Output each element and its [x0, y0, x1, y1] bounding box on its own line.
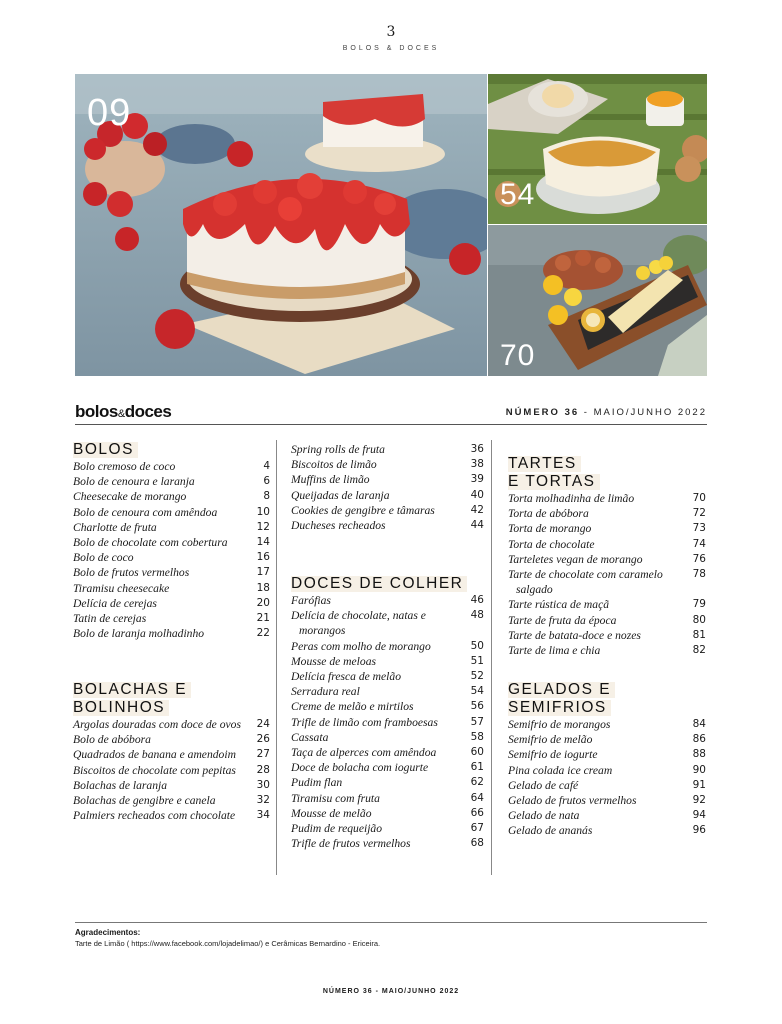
toc-entry-title: Tarteletes vegan de morango [508, 552, 643, 566]
toc-entry-page: 21 [256, 612, 270, 625]
toc-entry-page: 30 [256, 778, 270, 791]
toc-entry-page: 76 [692, 552, 706, 565]
toc-entry [73, 793, 270, 808]
toc-entry [73, 763, 270, 778]
toc-entry-title: Trifle de limão com framboesas [291, 715, 438, 729]
toc-entry-page: 34 [256, 809, 270, 822]
toc-entry-title: Doce de bolacha com iogurte [291, 761, 429, 775]
toc-entry [291, 488, 484, 503]
toc-entry [291, 745, 484, 760]
page-ref-label: 70 [500, 339, 536, 372]
toc-entry [291, 669, 484, 684]
toc-entry-page: 18 [256, 581, 270, 594]
toc-entry-page: 73 [692, 522, 706, 535]
toc-entry [291, 760, 484, 775]
toc-entry [291, 442, 484, 457]
toc-entry [73, 778, 270, 793]
toc-entry-title: Gelado de café [508, 778, 579, 792]
issue-label: NÚMERO 36 - MAIO/JUNHO 2022 [505, 407, 707, 418]
toc-entry [73, 581, 270, 596]
serradura-photo [488, 74, 707, 224]
toc-entry-page: 52 [470, 670, 484, 683]
toc-column-1b [73, 681, 270, 823]
page-ref-label: 09 [87, 92, 132, 134]
toc-entry-page: 32 [256, 794, 270, 807]
toc-entry [73, 717, 270, 732]
toc-entry-page: 6 [263, 475, 270, 488]
toc-column-1 [73, 441, 270, 641]
toc-entry [508, 643, 706, 658]
toc-entry [508, 597, 706, 612]
toc-entry-page: 58 [470, 730, 484, 743]
toc-entry-page: 4 [263, 460, 270, 472]
section-title-doces-colher: DOCES DE COLHER [291, 576, 467, 592]
toc-entry-title: Mousse de meloas [291, 654, 377, 668]
toc-entry-title: Bolo de laranja molhadinho [73, 627, 205, 641]
column-divider [276, 440, 277, 875]
toc-entry-page: 38 [470, 458, 484, 471]
toc-entry-title: Cookies de gengibre e tâmaras [291, 503, 435, 517]
toc-column-2 [291, 442, 484, 533]
toc-entry-title: Serradura real [291, 685, 360, 699]
toc-entry-page: 26 [256, 733, 270, 746]
cheesecake-photo [75, 74, 487, 376]
toc-entry-title: Gelado de nata [508, 809, 580, 823]
toc-entry-title: Peras com molho de morango [291, 639, 431, 653]
toc-entry [73, 626, 270, 641]
toc-entry-page: 8 [263, 490, 270, 503]
toc-entry-title: Bolachas de gengibre e canela [73, 794, 216, 808]
toc-entry-title: Tarte de lima e chia [508, 644, 601, 658]
toc-entry-title: Gelado de frutos vermelhos [508, 794, 637, 808]
toc-entry [291, 730, 484, 745]
toc-entry-page: 54 [470, 685, 484, 698]
toc-entry-title: Spring rolls de fruta [291, 443, 385, 456]
toc-entry [291, 639, 484, 654]
toc-entry-title: Pina colada ice cream [508, 763, 613, 777]
toc-entry-title: Muffins de limão [291, 473, 370, 487]
toc-entry-page: 67 [470, 822, 484, 835]
toc-entry-title: Bolo de frutos vermelhos [73, 566, 190, 580]
toc-entry [291, 821, 484, 836]
toc-entry-page: 40 [470, 488, 484, 501]
toc-entry-title: Pudim flan [291, 776, 343, 790]
toc-entry-page: 27 [256, 748, 270, 761]
toc-entry-title: Delícia de cerejas [73, 596, 157, 610]
toc-entry-title: Delícia de chocolate, natas e morangos [291, 609, 426, 638]
toc-entry [73, 596, 270, 611]
toc-column-3 [508, 455, 706, 658]
toc-entry-title: Biscoitos de chocolate com pepitas [73, 763, 236, 777]
toc-entry-title: Semifrio de melão [508, 733, 593, 747]
toc-entry [73, 474, 270, 489]
toc-entry [508, 793, 706, 808]
toc-entry-page: 24 [256, 718, 270, 730]
toc-entry-page: 64 [470, 791, 484, 804]
toc-entry-title: Bolo de abóbora [73, 733, 151, 747]
toc-column-3b [508, 681, 706, 839]
toc-entry-page: 88 [692, 748, 706, 761]
toc-entry-page: 36 [470, 443, 484, 455]
magazine-logo: bolos&doces [75, 402, 172, 421]
toc-entry-title: Semifrio de morangos [508, 718, 611, 731]
toc-list-tartes [508, 491, 706, 658]
toc-entry [73, 611, 270, 626]
toc-entry [508, 506, 706, 521]
toc-entry-page: 70 [692, 492, 706, 504]
toc-entry [73, 520, 270, 535]
toc-entry [508, 491, 706, 506]
toc-entry [291, 715, 484, 730]
toc-entry [291, 518, 484, 533]
toc-entry-title: Bolo de cenoura e laranja [73, 475, 195, 489]
toc-entry [508, 521, 706, 536]
toc-entry [291, 457, 484, 472]
toc-entry-title: Torta molhadinha de limão [508, 492, 635, 505]
toc-entry-page: 46 [470, 594, 484, 606]
toc-entry-title: Taça de alperces com amêndoa [291, 746, 437, 760]
toc-entry-page: 16 [256, 551, 270, 564]
toc-entry-page: 51 [470, 654, 484, 667]
toc-entry-title: Quadrados de banana e amendoim [73, 748, 236, 762]
toc-column-2b [291, 575, 484, 851]
toc-entry [73, 459, 270, 474]
toc-entry [508, 778, 706, 793]
toc-entry-title: Charlotte de fruta [73, 520, 157, 534]
toc-entry-page: 20 [256, 596, 270, 609]
section-title-tartes: TARTES [508, 456, 581, 472]
toc-entry-title: Torta de abóbora [508, 507, 589, 521]
section-title-bolos: BOLOS [73, 442, 138, 458]
toc-entry-title: Mousse de melão [291, 806, 372, 820]
page-ref-label: 54 [500, 178, 536, 211]
toc-entry-page: 57 [470, 715, 484, 728]
toc-entry [291, 806, 484, 821]
toc-entry-title: Cassata [291, 730, 329, 744]
section-title-bolachas-2: BOLINHOS [73, 700, 169, 716]
toc-entry-page: 90 [692, 763, 706, 776]
toc-entry-title: Gelado de ananás [508, 824, 593, 838]
toc-entry-page: 39 [470, 473, 484, 486]
toc-entry-page: 82 [692, 644, 706, 657]
section-title-tartes-2: E TORTAS [508, 474, 600, 490]
toc-entry-page: 91 [692, 778, 706, 791]
toc-entry-page: 48 [470, 609, 484, 622]
section-label: BOLOS & DOCES [342, 45, 440, 52]
toc-entry-title: Tarte de chocolate com caramelo salgado [508, 568, 663, 597]
toc-entry [291, 503, 484, 518]
toc-entry [73, 489, 270, 504]
toc-entry-title: Pudim de requeijão [291, 822, 383, 836]
toc-entry [291, 684, 484, 699]
toc-entry [291, 654, 484, 669]
toc-entry [73, 732, 270, 747]
toc-list-continued [291, 442, 484, 533]
toc-entry-title: Argolas douradas com doce de ovos [73, 718, 241, 731]
toc-entry-page: 96 [692, 824, 706, 837]
toc-entry-page: 84 [692, 718, 706, 730]
toc-entry [291, 699, 484, 714]
toc-entry [508, 613, 706, 628]
toc-entry [73, 565, 270, 580]
toc-entry-page: 10 [256, 505, 270, 518]
toc-entry [73, 550, 270, 565]
toc-list-gelados [508, 717, 706, 839]
column-divider [491, 440, 492, 875]
toc-entry [508, 552, 706, 567]
toc-entry-page: 79 [692, 598, 706, 611]
toc-entry-title: Bolo de coco [73, 551, 134, 565]
page-number: 3 [386, 24, 396, 40]
toc-entry-page: 12 [256, 520, 270, 533]
toc-entry [508, 628, 706, 643]
toc-entry-title: Tatin de cerejas [73, 612, 147, 626]
toc-entry [73, 808, 270, 823]
toc-entry-title: Tarte de batata-doce e nozes [508, 628, 641, 642]
toc-entry-title: Torta de chocolate [508, 537, 595, 551]
toc-entry-title: Bolo cremoso de coco [73, 460, 176, 473]
magazine-header-bar [75, 402, 707, 425]
toc-entry-page: 86 [692, 733, 706, 746]
toc-entry-title: Semifrio de iogurte [508, 748, 598, 762]
toc-entry [291, 472, 484, 487]
section-title-gelados-2: SEMIFRIOS [508, 700, 611, 716]
section-title-gelados: GELADOS E [508, 682, 615, 698]
toc-entry-page: 62 [470, 776, 484, 789]
toc-entry-title: Cheesecake de morango [73, 490, 187, 504]
toc-entry [508, 808, 706, 823]
toc-entry-page: 42 [470, 503, 484, 516]
toc-entry-page: 66 [470, 806, 484, 819]
acknowledgements-title: Agradecimentos: [75, 928, 141, 937]
toc-entry-title: Queijadas de laranja [291, 488, 390, 502]
toc-entry-page: 92 [692, 794, 706, 807]
toc-entry-title: Creme de melão e mirtilos [291, 700, 414, 714]
toc-entry [508, 747, 706, 762]
toc-entry-title: Tiramisu cheesecake [73, 581, 170, 595]
toc-list-bolachas [73, 717, 270, 823]
toc-entry-title: Torta de morango [508, 522, 592, 536]
toc-entry [508, 537, 706, 552]
toc-entry-title: Palmiers recheados com chocolate [73, 809, 236, 823]
toc-entry [291, 593, 484, 608]
toc-entry-page: 56 [470, 700, 484, 713]
toc-entry-page: 14 [256, 536, 270, 549]
toc-entry-title: Tiramisu com fruta [291, 791, 380, 805]
toc-entry-page: 44 [470, 519, 484, 532]
toc-entry-title: Bolo de chocolate com cobertura [73, 536, 228, 550]
toc-entry-page: 28 [256, 763, 270, 776]
toc-entry [73, 505, 270, 520]
toc-entry-page: 61 [470, 761, 484, 774]
toc-entry-page: 17 [256, 566, 270, 579]
toc-list-bolos [73, 459, 270, 641]
toc-entry-title: Tarte de fruta da época [508, 613, 617, 627]
toc-entry [291, 836, 484, 851]
toc-entry [291, 608, 484, 638]
toc-entry-page: 80 [692, 613, 706, 626]
toc-entry [291, 791, 484, 806]
toc-entry-title: Bolachas de laranja [73, 778, 168, 792]
page-footer: NÚMERO 36 - MAIO/JUNHO 2022 [322, 988, 460, 995]
toc-entry [508, 732, 706, 747]
toc-entry-page: 72 [692, 507, 706, 520]
toc-entry [508, 763, 706, 778]
toc-entry-title: Ducheses recheados [291, 519, 386, 533]
toc-entry-title: Delícia fresca de melão [291, 670, 401, 684]
section-title-bolachas: BOLACHAS E [73, 682, 191, 698]
toc-entry [73, 535, 270, 550]
toc-entry-page: 60 [470, 746, 484, 759]
toc-entry-page: 50 [470, 639, 484, 652]
toc-entry-page: 78 [692, 568, 706, 581]
toc-entry-title: Trifle de frutos vermelhos [291, 837, 411, 851]
toc-entry [73, 747, 270, 762]
toc-entry-title: Tarte rústica de maçã [508, 598, 610, 612]
toc-entry [508, 717, 706, 732]
toc-entry-page: 74 [692, 537, 706, 550]
toc-entry [508, 567, 706, 597]
toc-entry-page: 68 [470, 837, 484, 850]
toc-entry-title: Bolo de cenoura com amêndoa [73, 505, 218, 519]
toc-entry [291, 775, 484, 790]
toc-entry-page: 94 [692, 809, 706, 822]
toc-list-doces-colher [291, 593, 484, 851]
bottom-divider [75, 922, 707, 923]
toc-entry [508, 823, 706, 838]
toc-entry-page: 81 [692, 628, 706, 641]
acknowledgements-text: Tarte de Limão ( https://www.facebook.com/lojadelimao/) e Cerâmicas Bernardino - Ericeira. [75, 939, 381, 948]
lemon-torta-photo [488, 225, 707, 376]
toc-entry-title: Biscoitos de limão [291, 458, 377, 472]
toc-entry-title: Farófias [291, 594, 331, 607]
toc-entry-page: 22 [256, 627, 270, 640]
